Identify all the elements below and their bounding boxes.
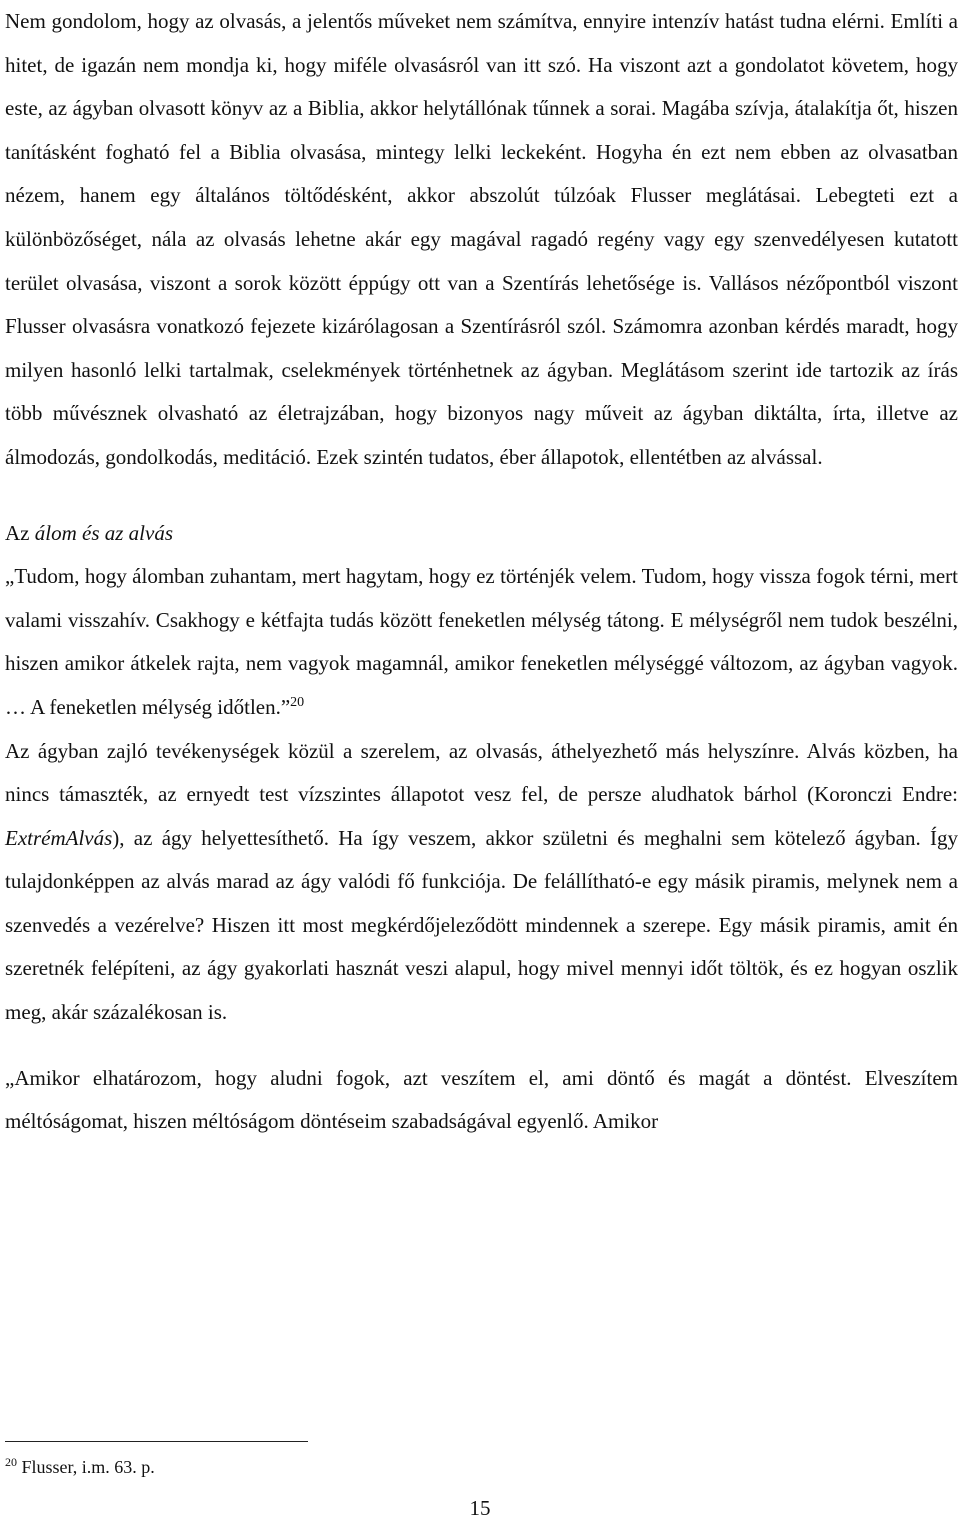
body-text: ), az ágy helyettesíthető. Ha így veszem, akkor születni és meghalni sem kötelező ágyban. Így tulajdonképpen az alvás marad az ágy valódi fő funkciója. De felállítható-e egy másik piramis, melynek nem a szenvedés a vezérelve? Hiszen itt most megkérdőjeleződött mindennek a szerepe. Egy másik piramis, amit én szeretnék felépíteni, az ágy gyakorlati hasznát veszi alapul, hogy mivel mennyi időt töltök, és ez hogyan oszlik meg, akár százalékosan is. [5, 825, 958, 1025]
footnote-number: 20 [5, 1455, 17, 1469]
quote-paragraph [5, 555, 958, 729]
artwork-title: ExtrémAlvás [5, 825, 113, 850]
footnote-reference[interactable]: 20 [290, 694, 305, 710]
page-number: 15 [469, 1496, 491, 1520]
document-page [5, 0, 958, 1144]
section-heading-prefix: Az [5, 520, 35, 545]
section-heading-italic: álom és az alvás [34, 520, 173, 545]
body-paragraph [5, 730, 958, 1035]
body-paragraph: Nem gondolom, hogy az olvasás, a jelentős műveket nem számítva, ennyire intenzív hatást tudna elérni. Említi a hitet, de igazán nem mondja ki, hogy miféle olvasásról van itt szó. Ha viszont azt a gondolatot követem, hogy este, az ágyban olvasott könyv az a Biblia, akkor helytállónak tűnnek a sorai. Magába szívja, átalakítja őt, hiszen tanításként fogható fel a Biblia olvasása, mintegy lelki leckeként. Hogyha én ezt nem ebben az olvasatban nézem, hanem egy általános töltődésként, akkor abszolút túlzóak Flusser meglátásai. Lebegteti ezt a különbözőséget, nála az olvasás lehetne akár egy magával ragadó regény vagy egy szenvedélyesen kutatott terület olvasása, viszont a sorok között éppúgy ott van a Szentírás lehetősége is. Vallásos nézőpontból viszont Flusser olvasásra vonatkozó fejezete kizárólagosan a Szentírásról szól. Számomra azonban kérdés maradt, hogy milyen hasonló lelki tartalmak, cselekmények történhetnek az ágyban. Meglátásom szerint ide tartozik az írás több művésznek olvasható az életrajzában, hogy bizonyos nagy műveit az ágyban diktálta, írta, illetve az álmodozás, gondolkodás, meditáció. Ezek szintén tudatos, éber állapotok, ellentétben az alvással. [5, 9, 958, 469]
quote-paragraph: „Amikor elhatározom, hogy aludni fogok, azt veszítem el, ami döntő és magát a döntést. Elveszítem méltóságomat, hiszen méltóságom döntéseim szabadságával egyenlő. Amikor [5, 1065, 958, 1134]
section-heading [5, 512, 958, 556]
quote-text: „Tudom, hogy álomban zuhantam, mert hagytam, hogy ez történjék velem. Tudom, hogy vissza fogok térni, mert valami visszahív. Csakhogy e kétfajta tudás között feneketlen mélység tátong. E mélységről nem tudok beszélni, hiszen amikor átkelek rajta, nem vagyok magamnál, amikor feneketlen mélységgé változom, az ágyban vagyok. … A feneketlen mélység időtlen.” [5, 564, 958, 719]
body-text: Az ágyban zajló tevékenységek közül a szerelem, az olvasás, áthelyezhető más helyszínre. Alvás közben, ha nincs támaszték, az ernyedt test vízszintes állapotot vesz fel, de persze aludhatok bárhol (Koronczi Endre: [5, 738, 958, 807]
footnote [5, 1455, 155, 1479]
footnote-text: Flusser, i.m. 63. p. [17, 1457, 155, 1477]
footnote-divider [5, 1441, 308, 1442]
